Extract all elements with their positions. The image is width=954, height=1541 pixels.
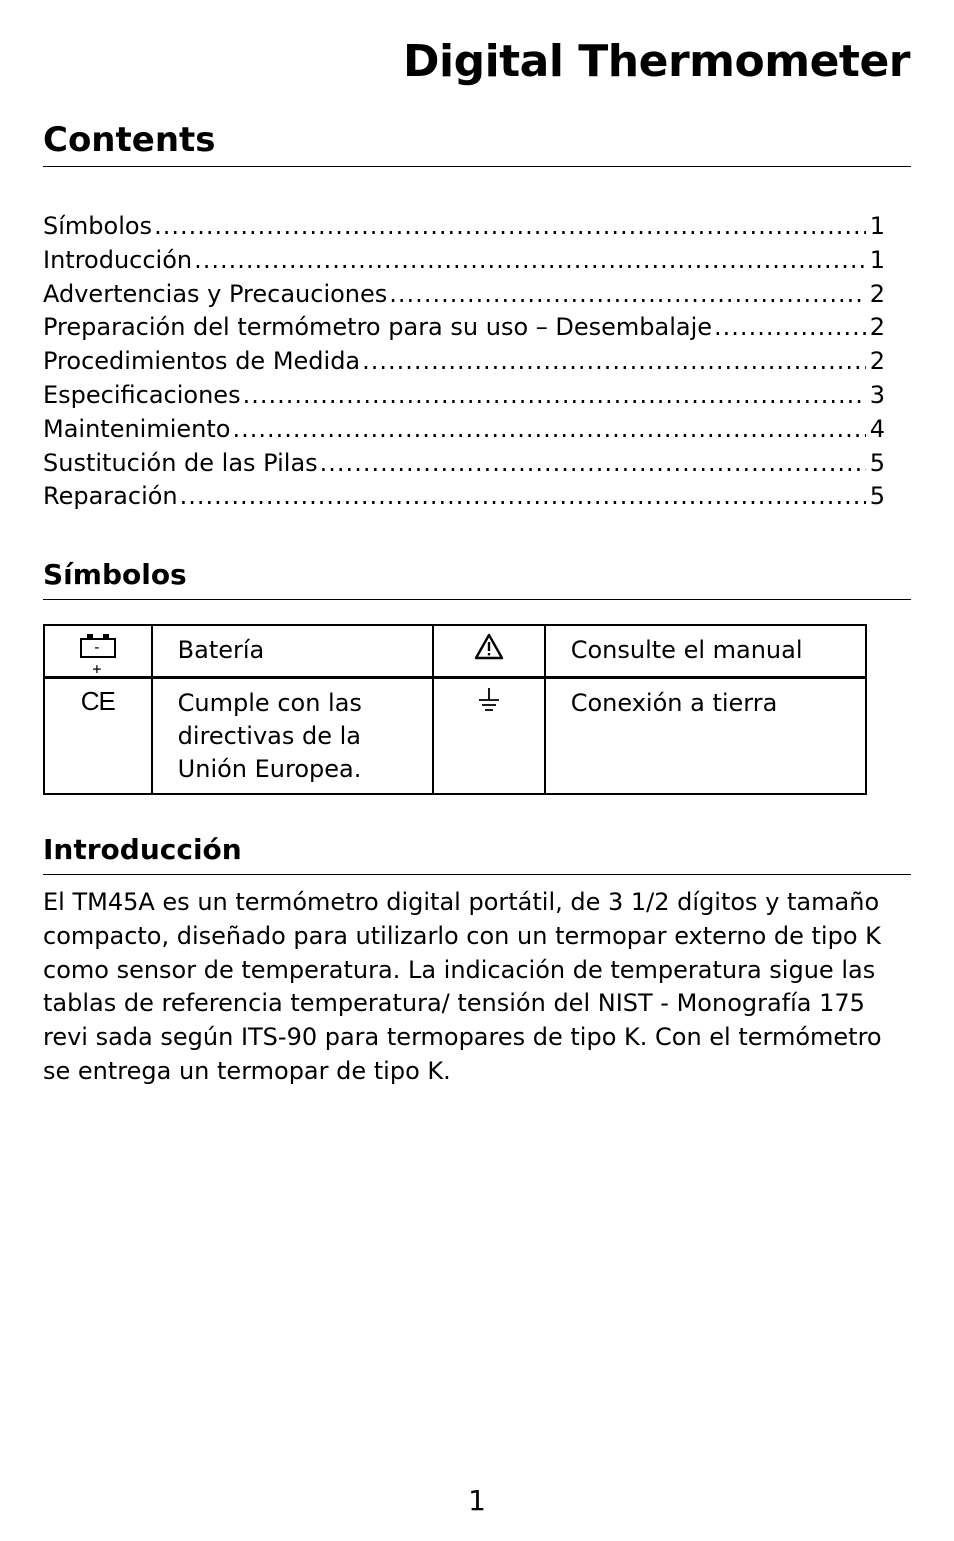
toc-entry-label: Procedimientos de Medida	[43, 347, 361, 376]
ground-icon	[477, 693, 501, 721]
toc-entry-label: Reparación	[43, 482, 178, 511]
toc-entry-page: 2	[869, 279, 885, 308]
toc-entry[interactable]	[43, 278, 885, 312]
battery-icon	[80, 638, 116, 678]
toc-leader-dots	[180, 480, 866, 514]
toc-entry-page: 1	[869, 212, 885, 240]
page-number: 1	[468, 1484, 486, 1517]
toc-entry[interactable]	[43, 210, 885, 244]
toc-entry-label: Símbolos	[43, 212, 153, 240]
toc-entry[interactable]	[43, 480, 885, 514]
battery-icon-glyph: - +	[92, 638, 104, 678]
symbol-cell	[44, 678, 152, 795]
toc-leader-dots	[194, 244, 866, 278]
toc-leader-dots	[243, 379, 866, 413]
toc-entry-page: 5	[869, 448, 885, 477]
symbols-table	[43, 624, 867, 795]
toc-entry-page: 3	[869, 380, 885, 409]
toc-leader-dots	[154, 210, 866, 244]
toc-leader-dots	[320, 447, 866, 481]
toc-entry[interactable]	[43, 379, 885, 413]
toc-entry-page: 2	[869, 347, 885, 376]
toc-entry-page: 5	[869, 482, 885, 511]
toc-entry[interactable]	[43, 345, 885, 379]
table-of-contents	[43, 210, 885, 514]
toc-entry-page: 4	[869, 414, 885, 443]
toc-entry-label: Advertencias y Precauciones	[43, 279, 388, 308]
symbol-description: Conexión a tierra	[545, 678, 866, 795]
symbol-cell	[433, 625, 545, 678]
toc-entry-label: Sustitución de las Pilas	[43, 448, 318, 477]
toc-entry-page: 2	[869, 313, 885, 342]
warning-triangle-icon	[474, 638, 504, 666]
toc-leader-dots	[714, 311, 866, 345]
toc-entry[interactable]	[43, 244, 885, 278]
toc-entry[interactable]	[43, 413, 885, 447]
toc-entry-label: Preparación del termómetro para su uso – Desembalaje	[43, 313, 713, 342]
toc-entry-label: Especificaciones	[43, 380, 241, 409]
introduction-heading: Introducción	[43, 833, 911, 875]
symbol-cell	[44, 625, 152, 678]
symbol-description: Batería	[152, 625, 433, 678]
toc-entry-label: Maintenimiento	[43, 414, 231, 443]
symbols-heading: Símbolos	[43, 558, 911, 600]
page-title: Digital Thermometer	[402, 36, 910, 87]
contents-heading: Contents	[43, 120, 911, 167]
symbol-description: Consulte el manual	[545, 625, 866, 678]
table-row	[44, 678, 866, 795]
toc-entry[interactable]	[43, 311, 885, 345]
introduction-body: El TM45A es un termómetro digital portátil, de 3 1/2 dígitos y tamaño compacto, diseñado para utilizarlo con un termopar externo de tipo K como sensor de temperatura. La indicación de temperatura sigue las tablas de referencia temperatura/ tensión del NIST - Monografía 175 revi sada según ITS-90 para termopares de tipo K. Con el termómetro se entrega un termopar de tipo K.	[43, 888, 882, 1085]
toc-leader-dots	[232, 413, 865, 447]
symbol-cell	[433, 678, 545, 795]
table-row	[44, 625, 866, 678]
toc-entry-label: Introducción	[43, 245, 193, 274]
toc-leader-dots	[362, 345, 866, 379]
toc-entry-page: 1	[869, 245, 885, 274]
symbol-description: Cumple con las directivas de la Unión Europea.	[152, 678, 433, 795]
ce-mark-icon: CE	[80, 686, 115, 716]
toc-entry[interactable]	[43, 447, 885, 481]
toc-leader-dots	[389, 278, 865, 312]
